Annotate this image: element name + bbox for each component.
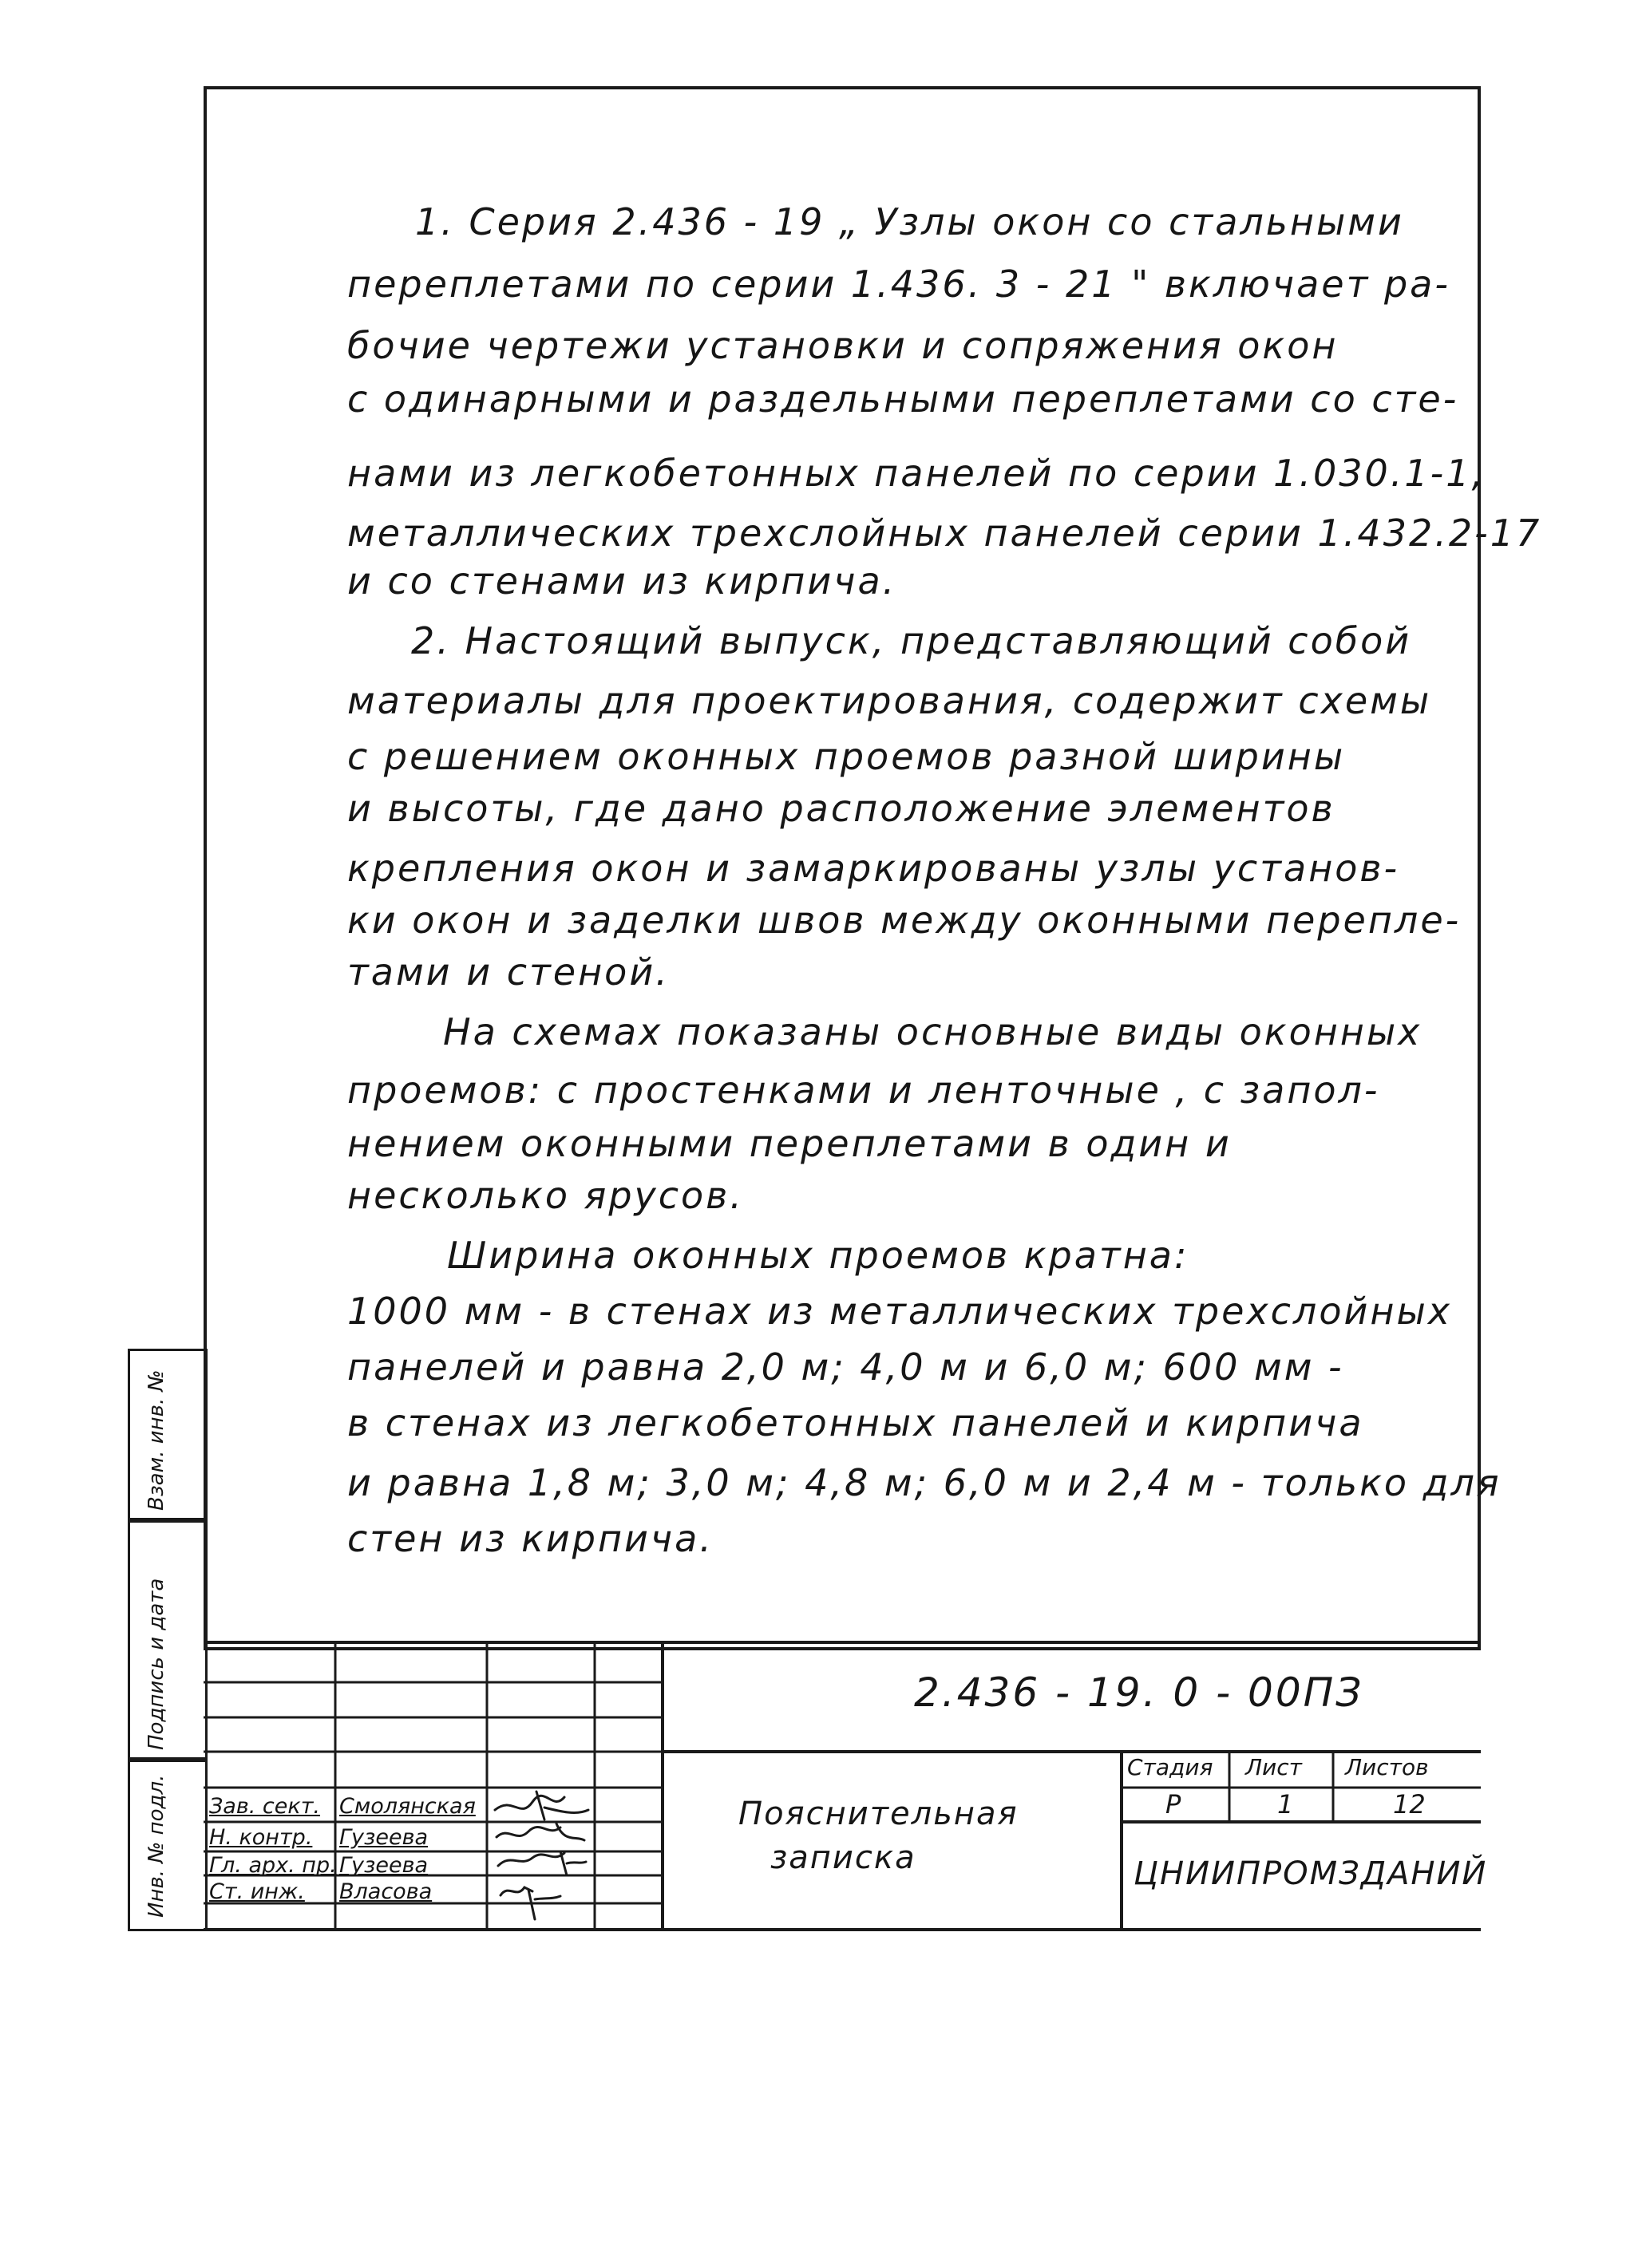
side-label-inv: Инв. № подл. (144, 1774, 168, 1918)
text-line: 1. Серия 2.436 - 19 „ Узлы окон со стальными (415, 200, 1404, 243)
signer-role: Зав. сект. (209, 1794, 321, 1819)
text-line: стен из кирпича. (347, 1517, 714, 1560)
text-line: 1000 мм - в стенах из металлических трехслойных (347, 1290, 1452, 1333)
text-line: 2. Настоящий выпуск, представляющий собой (411, 619, 1412, 662)
text-line: переплетами по серии 1.436. 3 - 21 " включает ра- (347, 263, 1450, 306)
doc-title-line1: Пояснительная (738, 1796, 1019, 1832)
sheet-value: 1 (1277, 1789, 1294, 1820)
stage-label: Стадия (1127, 1754, 1213, 1780)
text-line: и со стенами из кирпича. (347, 559, 897, 603)
side-cell-sign (128, 1520, 208, 1760)
side-cell-replace (128, 1349, 208, 1520)
stage-value: Р (1165, 1789, 1181, 1820)
handwritten-signatures (489, 1788, 592, 1931)
side-label-sign: Подпись и дата (144, 1578, 168, 1750)
signer-role: Гл. арх. пр. (209, 1853, 337, 1878)
text-line: проемов: с простенками и ленточные , с запол- (347, 1069, 1380, 1112)
text-line: На схемах показаны основные виды оконных (443, 1010, 1422, 1053)
signer-name: Гузеева (339, 1853, 429, 1878)
text-line: тами и стеной. (347, 950, 670, 994)
signer-name: Смолянская (339, 1794, 476, 1819)
sheets-label: Листов (1345, 1754, 1429, 1780)
side-label-replace: Взам. инв. № (144, 1369, 168, 1511)
text-line: бочие чертежи установки и сопряжения окон (347, 324, 1339, 367)
side-cell-inv (128, 1760, 208, 1931)
text-line: и равна 1,8 м; 3,0 м; 4,8 м; 6,0 м и 2,4 м - только для (347, 1461, 1502, 1504)
signer-role: Ст. инж. (209, 1879, 305, 1904)
text-line: с решением оконных проемов разной ширины (347, 735, 1346, 778)
text-line: в стенах из легкобетонных панелей и кирпича (347, 1401, 1364, 1444)
text-line: ки окон и заделки швов между оконными переплe- (347, 899, 1462, 942)
text-line: крепления окон и замаркированы узлы установ- (347, 847, 1400, 890)
text-line: нением оконными переплетами в один и (347, 1122, 1232, 1165)
doc-title-line2: записка (770, 1839, 916, 1876)
organization: ЦНИИПРОМЗДАНИЙ (1134, 1855, 1488, 1892)
text-line: Ширина оконных проемов кратна: (447, 1234, 1189, 1277)
signer-role: Н. контр. (209, 1825, 313, 1850)
text-line: с одинарными и раздельными переплетами со сте- (347, 377, 1459, 421)
text-line: металлических трехслойных панелей серии 1.432.2-17 (347, 512, 1542, 555)
signer-name: Власова (339, 1879, 433, 1904)
text-line: материалы для проектирования, содержит схемы (347, 679, 1432, 722)
text-line: панелей и равна 2,0 м; 4,0 м и 6,0 м; 600 мм - (347, 1345, 1344, 1389)
text-line: и высоты, где дано расположение элементов (347, 787, 1335, 830)
sheet-label: Лист (1245, 1754, 1302, 1780)
text-line: нами из легкобетонных панелей по серии 1.030.1-1, (347, 452, 1486, 495)
text-line: несколько ярусов. (347, 1174, 744, 1217)
sheets-value: 12 (1393, 1789, 1426, 1820)
signer-name: Гузеева (339, 1825, 429, 1850)
doc-code: 2.436 - 19. 0 - 00ПЗ (914, 1669, 1364, 1716)
